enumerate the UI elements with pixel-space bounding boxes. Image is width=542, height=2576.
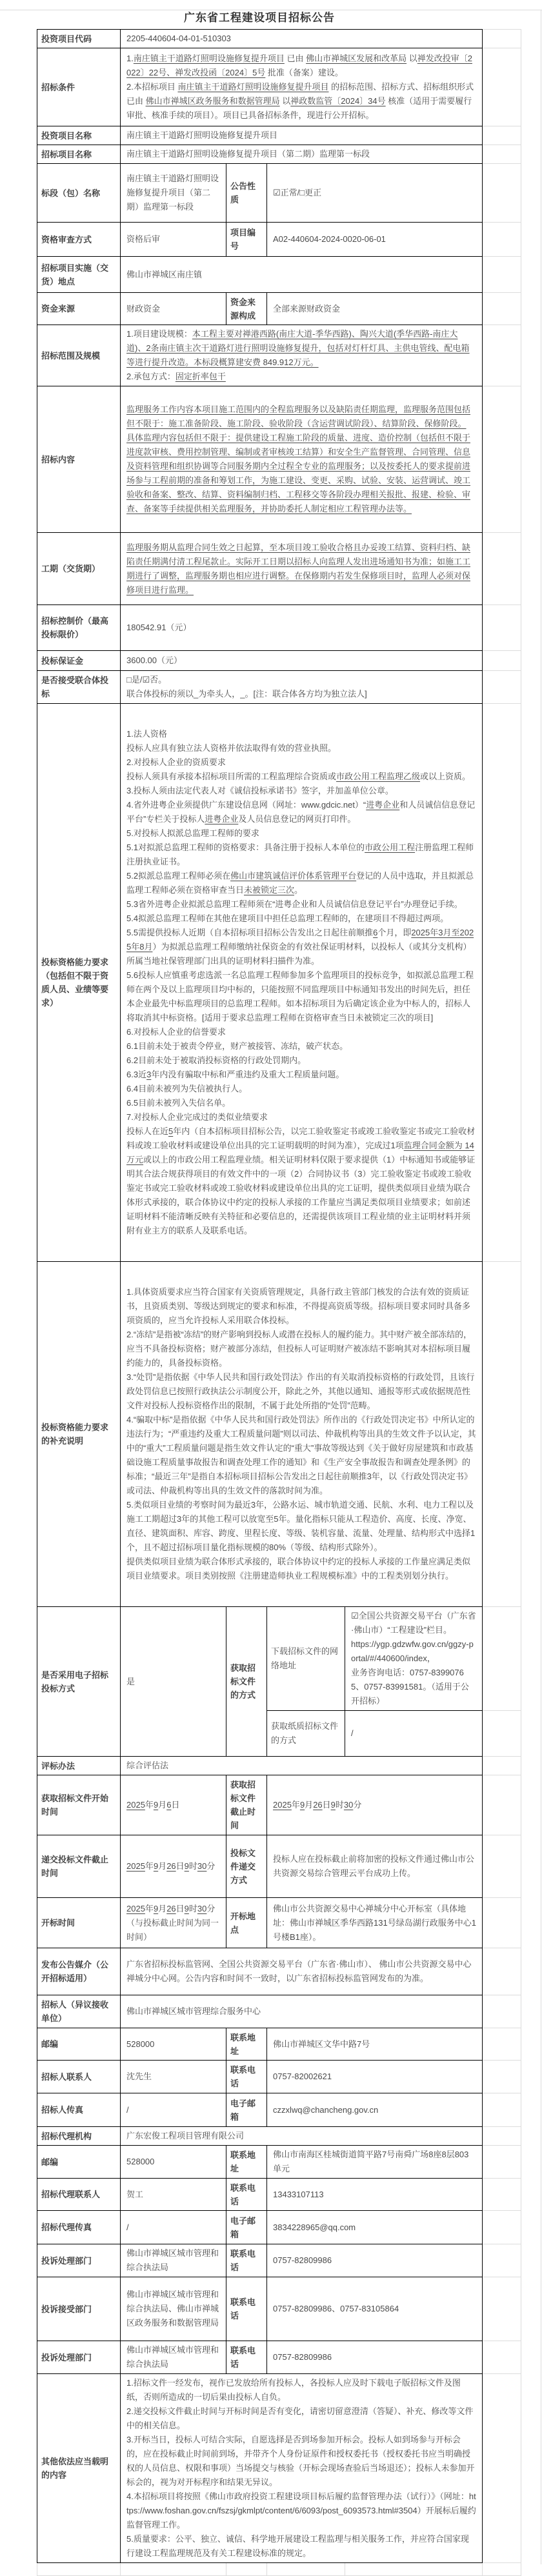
- row-duration: [37, 533, 521, 605]
- content-label: 招标内容: [37, 386, 121, 533]
- row-opening-time: [37, 1898, 521, 1948]
- agency-email-value: 3834228965@qq.com: [267, 2211, 483, 2244]
- row-tenderer-contact: [37, 2061, 521, 2093]
- row-bid-bond: [37, 651, 521, 671]
- grid-ghost-cell: [483, 1898, 521, 1948]
- row-tenderer-fax: [37, 2093, 521, 2127]
- doc-start-time-label: 获取招标文件开始时间: [37, 1775, 121, 1835]
- notice-nature-value: ☑正常/□更正: [267, 164, 483, 223]
- bid-bond-label: 投标保证金: [37, 651, 121, 671]
- evaluation-value: 综合评估法: [121, 1757, 483, 1775]
- grid-ghost-cell: [483, 1607, 521, 1711]
- row-submit-deadline: [37, 1835, 521, 1898]
- row-doc-time: [37, 1775, 521, 1835]
- e-bidding-label: 是否采用电子招标投标方式: [37, 1607, 121, 1757]
- agency-label: 招标代理机构: [37, 2127, 121, 2146]
- opening-time-value: 2025年9月26日9时30分（与投标截止时间为同一时间）: [121, 1898, 226, 1948]
- row-qualification-method: [37, 223, 521, 257]
- row-other: [37, 2374, 521, 2563]
- grid-ghost-cell: [483, 2146, 521, 2179]
- duration-value: 监理服务期从监理合同生效之日起算，至本项目竣工验收合格且办妥竣工结算、资料归档、缺陷责任期满付清工程尾款止。实际开工日期以招标人向监理人发出进场通知书为准；如施工工期进行了调整，监理服务期也相应进行调整。在保修期内若发生保修项目时，监理人必须对保修项目进行监理。: [121, 533, 483, 605]
- agency-phone-value: 13433107113: [267, 2179, 483, 2211]
- grid-ghost-cell: [483, 164, 521, 223]
- grid-ghost-cell: [483, 1711, 521, 1757]
- complaint-accept-phone-value: 0757-82809986、0757-83105864: [267, 2277, 483, 2341]
- row-complaint-dept1: [37, 2244, 521, 2277]
- row-tender-conditions: [37, 48, 521, 126]
- project-code-value: 2205-440604-04-01-510303: [121, 30, 483, 48]
- invest-project-name-value: 南庄镇主干道路灯照明设施修复提升项目: [121, 126, 483, 145]
- other-value: 1.招标文件一经发布，视作已发放给所有投标人，各投标人应及时下载电子版招标文件及图纸，否则所造成的一切后果由投标人自负。 2.递交投标文件截止时间与开标时间是否有变化，请密切留意澄清（答疑）、补充、修改等文件中的相关信息。 3.开标当日，投标人可结合实际，自愿选择是否到场参加开标会。投标人如到场参与开标会的，应在投标截止时间前到场，并带齐个人身份证原件和授权委托书（授权委托书应当明确授权的人员信息、权限和事项）当场提交与核验（开标会现场查验后当场退还）；投标人未参加开标会的，视为对开标程序和结果无异议。 4.本招标项目将按照《佛山市政府投资工程建设项目标后履约监督管理办法（试行）》（网址：https://www.foshan.gov.cn/fszsj/gkmlpt/content/6/6093/post_6093573.html#3504）开展标后履约监督管理工作。 5.质量要求：公平、独立、诚信、科学地开展建设工程监理与相关服务工作，并应符合国家现行建设工程监理规范及有关工程建设标准的规定。: [121, 2374, 483, 2563]
- row-complaint-accept: [37, 2277, 521, 2341]
- tenderer-postcode-value: 528000: [121, 2028, 226, 2061]
- agency-value: 广东宏俊工程项目管理有限公司: [121, 2127, 483, 2146]
- scope-value: 1.项目建设规模：本工程主要对禅港西路(南庄大道-季华西路)、陶兴大道(季华西路-南庄大道)、2条南庄镇主次干道路灯进行照明设施修复提升，包括对灯杆灯具、主供电管线、配电箱等进行提升改造。本标段概算建安费 849.912万元。 2.承包方式：固定折率包干: [121, 325, 483, 386]
- funding-value: 财政资金: [121, 293, 226, 325]
- control-price-value: 180542.91（元）: [121, 605, 483, 651]
- agency-phone-label: 联系电话: [226, 2179, 267, 2211]
- complaint-dept1-phone-label: 联系电话: [226, 2244, 267, 2277]
- row-control-price: [37, 605, 521, 651]
- project-number-label: 项目编号: [226, 223, 267, 257]
- agency-fax-label: 招标代理传真: [37, 2211, 121, 2244]
- grid-ghost-cell: [483, 2127, 521, 2146]
- grid-ghost-cell: [483, 2341, 521, 2374]
- complaint-dept2-value: 佛山市禅城区城市管理和综合执法局: [121, 2341, 226, 2374]
- complaint-accept-label: 投诉接受部门: [37, 2277, 121, 2341]
- row-project-code: [37, 30, 521, 48]
- invest-project-name-label: 投资项目名称: [37, 126, 121, 145]
- row-content: [37, 386, 521, 533]
- funding-composition-value: 全部来源财政资金: [267, 293, 483, 325]
- section-name-value: 南庄镇主干道路灯照明设施修复提升项目（第二期）监理第一标段: [121, 164, 226, 223]
- grid-ghost-cell: [226, 2563, 267, 2576]
- qualification-method-value: 资格后审: [121, 223, 226, 257]
- tenderer-label: 招标人（异议接收单位）: [37, 1995, 121, 2028]
- grid-ghost-cell: [483, 2374, 521, 2563]
- grid-ghost-cell: [121, 2563, 226, 2576]
- row-location: [37, 257, 521, 293]
- complaint-dept2-phone-value: 0757-82809986: [267, 2341, 483, 2374]
- row-evaluation: [37, 1757, 521, 1775]
- grid-ghost-cell: [483, 2244, 521, 2277]
- grid-ghost-cell: [483, 257, 521, 293]
- other-label: 其他依法应当载明的内容: [37, 2374, 121, 2563]
- doc-deadline-label: 获取招标文件截止时间: [226, 1775, 267, 1835]
- opening-time-label: 开标时间: [37, 1898, 121, 1948]
- grid-ghost-cell: [483, 1262, 521, 1607]
- submit-method-value: 投标人应在投标截止前将加密的投标文件通过佛山市公共资源交易综合管理云平台成功上传。: [267, 1835, 483, 1898]
- consortium-value: □是/☑否。 联合体投标的须以_为牵头人，_。[注：联合体各方均为独立法人]: [121, 671, 483, 704]
- location-label: 招标项目实施（交货）地点: [37, 257, 121, 293]
- paper-doc-method-value: /: [345, 1711, 483, 1757]
- page-title: 广东省工程建设项目招标公告: [184, 12, 335, 24]
- grid-ghost-cell: [483, 2093, 521, 2127]
- agency-postcode-label: 邮编: [37, 2146, 121, 2179]
- grid-ghost-cell: [483, 386, 521, 533]
- project-code-label: 投资项目代码: [37, 30, 121, 48]
- qualification-notes-value: 1.具体资质要求应当符合国家有关资质管理规定，具备行政主管部门核发的合法有效的资质证书，且资质类别、等级达到规定的要求和标准，不得提高资质等级。招标项目要求同时具备多项资质的，应当允许投标人采用联合体投标。 2.“冻结”是指被“冻结”的财产影响到投标人或潜在投标人的履约能力。其中财产被全部冻结的，应当不具备投标资格；财产被部分冻结，但投标人可证明财产被冻结不影响其对本招标项目履约能力的，具备投标资格。 3.“处罚”是指依据《中华人民共和国行政处罚法》作出的有关取消投标资格的行政处罚，且该行政处罚信息已按照行政执法公示制度公开，除此之外，其他以通知、通报等形式或依据规范性文件对投标人投标资格作出的限制，不属于此处所指的“处罚”范畴。 4.“骗取中标”是指依据《中华人民共和国行政处罚法》所作出的《行政处罚决定书》中所认定的违法行为；“严重违约及重大工程质量问题”则以司法、仲裁机构等出具的生效文件予以认定，其中的“重大”工程质量问题是指生效文件认定的“重大”事故等级达到《关于做好房屋建筑和市政基础设施工程质量事故报告和调查处理工作的通知》和《生产安全事故报告和调查处理条例》的标准；“最近三年”是指自本招标项目招标公告发出之日起往前顺推3年，以《行政处罚决定书》或司法、仲裁机构等出具的生效文件的落款时间为准。 5.类似项目业绩的考察时间为最近3年，公路水运、城市轨道交通、民航、水利、电力工程以及施工工期超过3年的其他工程可以放宽至5年。量化指标只能从工程造价、高度、长度、净宽、直径、建筑面积、库容、跨度、里程长度、等级、装机容量、流量、处理量、结构形式中选择1个，且不超过招标项目量化指标规模的80%（等级、结构形式除外）。 提供类似项目业绩为联合体形式承接的，联合体协议中约定的投标人承接的工作量应满足类似项目业绩要求。项目类别按照《注册建造师执业工程规模标准》中的工程类别划分执行。: [121, 1262, 483, 1607]
- location-value: 佛山市禅城区南庄镇: [121, 257, 483, 293]
- agency-email-label: 电子邮箱: [226, 2211, 267, 2244]
- scope-label: 招标范围及规模: [37, 325, 121, 386]
- opening-place-label: 开标地点: [226, 1898, 267, 1948]
- opening-place-value: 佛山市公共资源交易中心禅城分中心开标室（具体地址：佛山市禅城区季华西路131号绿岛湖行政服务中心1号楼B1座）。: [267, 1898, 483, 1948]
- complaint-dept2-phone-label: 联系电话: [226, 2341, 267, 2374]
- tenderer-address-label: 联系地址: [226, 2028, 267, 2061]
- qualification-method-label: 资格审查方式: [37, 223, 121, 257]
- grid-ghost-cell: [483, 2563, 521, 2576]
- row-invest-project-name: [37, 126, 521, 145]
- row-funding: [37, 293, 521, 325]
- duration-label: 工期（交货期）: [37, 533, 121, 605]
- grid-ghost-cell: [483, 48, 521, 126]
- tender-project-name-value: 南庄镇主干道路灯照明设施修复提升项目（第二期）监理第一标段: [121, 145, 483, 164]
- tenderer-phone-label: 联系电话: [226, 2061, 267, 2093]
- row-tender-project-name: [37, 145, 521, 164]
- grid-ghost-cell: [483, 1775, 521, 1835]
- grid-ghost-cell: [483, 671, 521, 704]
- doc-download-address-value: ☑全国公共资源交易平台（广东省·佛山市）“工程建设”栏目。 https://ygp.gdzwfw.gov.cn/ggzy-portal/#/440600/index， 业务咨询电话：0757-83990765、0757-83991581。（适用于公开招标）: [345, 1607, 483, 1711]
- funding-label: 资金来源: [37, 293, 121, 325]
- tenderer-contact-label: 招标人联系人: [37, 2061, 121, 2093]
- row-complaint-dept2: [37, 2341, 521, 2374]
- grid-ghost-cell: [345, 2563, 483, 2576]
- content-value: 监理服务工作内容本项目施工范围内的全程监理服务以及缺陷责任期监理，监理服务范围包括但不限于：施工准备阶段、施工阶段、验收阶段（含运营调试阶段）、结算阶段、保修阶段。 具体监理内容包括但不限于：提供建设工程施工阶段的质量、进度、造价控制（包括但不限于进度款审核、费用控制管理、编制或者审核竣工结算）和安全生产监督管理、合同管理、信息及资料管理和组织协调等合同服务期内全过程全专业的监理服务；以及按委托人的要求提前进场参与工程前期的准备和筹划工作，为施工建设、变更、采购、试验、安装、运营调试、竣工验收和备案、整改、结算、资料编制归档、工程移交等各阶段办理相关报批、报建、检验、审查、备案等手续提供相关监理服务，并协助委托人制定相应工程管理办法等。: [121, 386, 483, 533]
- control-price-label: 招标控制价（最高投标限价）: [37, 605, 121, 651]
- grid-ghost-cell: [483, 1995, 521, 2028]
- row-agency-contact: [37, 2179, 521, 2211]
- doc-obtain-method-label: 获取招标文件的方式: [226, 1607, 267, 1757]
- row-e-bidding: [37, 1607, 521, 1711]
- complaint-accept-phone-label: 联系电话: [226, 2277, 267, 2341]
- row-qualification-req: [37, 704, 521, 1262]
- grid-ghost-cell: [483, 605, 521, 651]
- grid-ghost-cell: [483, 2179, 521, 2211]
- complaint-dept2-label: 投诉处理部门: [37, 2341, 121, 2374]
- agency-contact-value: 贺工: [121, 2179, 226, 2211]
- row-tenderer-postcode: [37, 2028, 521, 2061]
- complaint-accept-value: 佛山市禅城区城市管理和综合执法局、佛山市禅城区政务服务和数据管理局: [121, 2277, 226, 2341]
- tenderer-fax-value: /: [121, 2093, 226, 2127]
- tenderer-value: 佛山市禅城区城市管理综合服务中心: [121, 1995, 483, 2028]
- row-agency-fax: [37, 2211, 521, 2244]
- submit-deadline-label: 递交投标文件截止时间: [37, 1835, 121, 1898]
- grid-ghost-cell: [483, 223, 521, 257]
- row-empty-grid: [37, 2563, 521, 2576]
- tenderer-fax-label: 招标人传真: [37, 2093, 121, 2127]
- agency-fax-value: /: [121, 2211, 226, 2244]
- submit-method-label: 投标文件递交方式: [226, 1835, 267, 1898]
- grid-ghost-cell: [483, 2277, 521, 2341]
- tenderer-contact-value: 沈先生: [121, 2061, 226, 2093]
- tender-conditions-label: 招标条件: [37, 48, 121, 126]
- doc-download-address-label: 下载招标文件的网络地址: [267, 1607, 345, 1711]
- section-name-label: 标段（包）名称: [37, 164, 121, 223]
- grid-ghost-cell: [483, 1835, 521, 1898]
- tender-conditions-value: 1.南庄镇主干道路灯照明设施修复提升项目 已由 佛山市禅城区发展和改革局 以禅发改投审〔2022〕22号、禅发改投函〔2024〕5号 批准（备案）建设。 2.本招标项目 南庄镇主干道路灯照明设施修复提升项目 的招标范围、招标方式、招标组织形式已由 佛山市禅城区政务服务和数据管理局 以禅政数监管〔2024〕34号 核准（适用于需要履行审批、核准手续的项目）。项目已具备招标条件，现进行公开招标。: [121, 48, 483, 126]
- bid-bond-value: 3600.00（元）: [121, 651, 483, 671]
- qualification-notes-label: 投标资格能力要求的补充说明: [37, 1262, 121, 1607]
- notice-nature-label: 公告性质: [226, 164, 267, 223]
- project-number-value: A02-440604-2024-0020-06-01: [267, 223, 483, 257]
- tenderer-address-value: 佛山市禅城区文华中路7号: [267, 2028, 483, 2061]
- grid-ghost-cell: [483, 30, 521, 48]
- agency-contact-label: 招标代理联系人: [37, 2179, 121, 2211]
- agency-address-value: 佛山市南海区桂城街道简平路7号南舜广场8座8层803单元: [267, 2146, 483, 2179]
- grid-ghost-cell: [483, 126, 521, 145]
- tenderer-phone-value: 0757-82002621: [267, 2061, 483, 2093]
- grid-ghost-cell: [483, 1948, 521, 1995]
- tender-project-name-label: 招标项目名称: [37, 145, 121, 164]
- grid-ghost-cell: [483, 704, 521, 1262]
- grid-ghost-cell: [483, 325, 521, 386]
- row-qualification-notes: [37, 1262, 521, 1607]
- tenderer-postcode-label: 邮编: [37, 2028, 121, 2061]
- grid-ghost-cell: [483, 1757, 521, 1775]
- grid-ghost-cell: [483, 2061, 521, 2093]
- row-agency: [37, 2127, 521, 2146]
- funding-composition-label: 资金来源构成: [226, 293, 267, 325]
- e-bidding-value: 是: [121, 1607, 226, 1757]
- row-section-name: [37, 164, 521, 223]
- evaluation-label: 评标办法: [37, 1757, 121, 1775]
- submit-deadline-value: 2025年9月26日9时30分: [121, 1835, 226, 1898]
- agency-postcode-value: 528000: [121, 2146, 226, 2179]
- grid-ghost-cell: [483, 145, 521, 164]
- tenderer-email-label: 电子邮箱: [226, 2093, 267, 2127]
- qualification-req-value: 1.法人资格 投标人应具有独立法人资格并依法取得有效的营业执照。 2.对投标人企业的资质要求 投标人须具有承接本招标项目所需的工程监理综合资质或市政公用工程监理乙级或以上资质。 3.投标人须由法定代表人对《诚信投标承诺书》签字，并加盖单位公章。 4.省外进粤企业须提供广东建设信息网（网址：www.gdcic.net）“进粤企业和人员诚信信息登记平台”专栏关于投标人进粤企业及人员信息登记的网页打印件。 5.对投标人拟派总监理工程师的要求 5.1对拟派总监理工程师的资格要求：具备注册于投标人本单位的市政公用工程注册监理工程师注册执业证书。 5.2拟派总监理工程师必须在佛山市建筑诚信评价体系管理平台登记的人员中选取，并且拟派总监理工程师必须在资格审查当日未被锁定三次。 5.3省外进粤企业拟派总监理工程师须在“进粤企业和人员诚信信息登记平台”办理登记手续。 5.4拟派总监理工程师在其他在建项目中担任总监理工程师的，在建项目不得超过两项。 5.5需提供投标人近期（自本招标项目招标公告发出之日起往前顺推6个月，即2025年3月至2025年8月）为拟派总监理工程师缴纳社保资金的有效社保证明材料，以投标人（或其分支机构）所属当地社保管理部门出具的证明材料扫描件为准。 5.6投标人应慎重考虑选派一名总监理工程师参加多个监理项目的投标竞争，如拟派总监理工程师在两个及以上监理项目均中标的，只能按照不同监理项目中标通知书发出的时间先后，担任本企业最先中标监理项目的总监理工程师。如本招标项目为后确定该企业为中标人的，招标人将取消其中标资格。[适用于要求总监理工程师在资格审查当日未被锁定三次的项目] 6.对投标人企业的信誉要求 6.1目前未处于被责令停业，财产被接管、冻结，破产状态。 6.2目前未处于被取消投标资格的行政处罚期内。 6.3近3年内没有骗取中标和严重违约及重大工程质量问题。 6.4目前未被列为失信被执行人。 6.5目前未被列入失信名单。 7.对投标人企业完成过的类似业绩要求 投标人在近5年内（自本招标项目招标公告，以完工验收鉴定书或竣工验收鉴定书或完工验收材料或竣工验收材料或建设单位出具的完工证明载明的时间为准），完成过1项监理合同金额为 14万元或以上的市政公用工程监理业绩。相关证明材料仅限于要求提供（1）中标通知书或能够证明其合法合规获得项目的有效文件中的一项（2）合同协议书（3）完工验收鉴定书或竣工验收鉴定书或完工验收材料或竣工验收材料或建设单位出具的完工证明，提供类似项目业绩为联合体形式承接的，联合体协议中约定的投标人承接的工作量应当满足类似项目业绩要求；如前述证明材料不能清晰反映有关特征和必要信息的，还需提供该项目工程业绩的业主证明材料并须附有业主方的联系人及联系电话。: [121, 704, 483, 1262]
- announcement-table: [37, 29, 521, 2576]
- media-value: 广东省招标投标监管网、全国公共资源交易平台（广东省·佛山市）、 佛山市公共资源交易中心禅城分中心网。公告内容和时间不一致时，以广东省招标投标监管网发布的为准。: [121, 1948, 483, 1995]
- grid-ghost-cell: [37, 2563, 121, 2576]
- complaint-dept1-label: 投诉处理部门: [37, 2244, 121, 2277]
- consortium-label: 是否接受联合体投标: [37, 671, 121, 704]
- doc-start-time-value: 2025年9月6日: [121, 1775, 226, 1835]
- media-label: 发布公告媒介（公开招标适用）: [37, 1948, 121, 1995]
- row-media: [37, 1948, 521, 1995]
- complaint-dept1-phone-value: 0757-82809986: [267, 2244, 483, 2277]
- grid-ghost-cell: [267, 2563, 345, 2576]
- paper-doc-method-label: 获取纸质招标文件的方式: [267, 1711, 345, 1757]
- grid-ghost-cell: [483, 533, 521, 605]
- doc-deadline-value: 2025年9月26日9时30分: [267, 1775, 483, 1835]
- page: [0, 8, 542, 2576]
- row-scope: [37, 325, 521, 386]
- complaint-dept1-value: 佛山市禅城区城市管理和综合执法局: [121, 2244, 226, 2277]
- grid-ghost-cell: [483, 2028, 521, 2061]
- agency-address-label: 联系地址: [226, 2146, 267, 2179]
- grid-ghost-cell: [483, 293, 521, 325]
- grid-ghost-cell: [483, 651, 521, 671]
- row-consortium: [37, 671, 521, 704]
- tenderer-email-value: czzxlwq@chancheng.gov.cn: [267, 2093, 483, 2127]
- row-tenderer: [37, 1995, 521, 2028]
- grid-ghost-cell: [483, 2211, 521, 2244]
- qualification-req-label: 投标资格能力要求（包括但不限于资质人员、业绩等要求）: [37, 704, 121, 1262]
- row-agency-postcode: [37, 2146, 521, 2179]
